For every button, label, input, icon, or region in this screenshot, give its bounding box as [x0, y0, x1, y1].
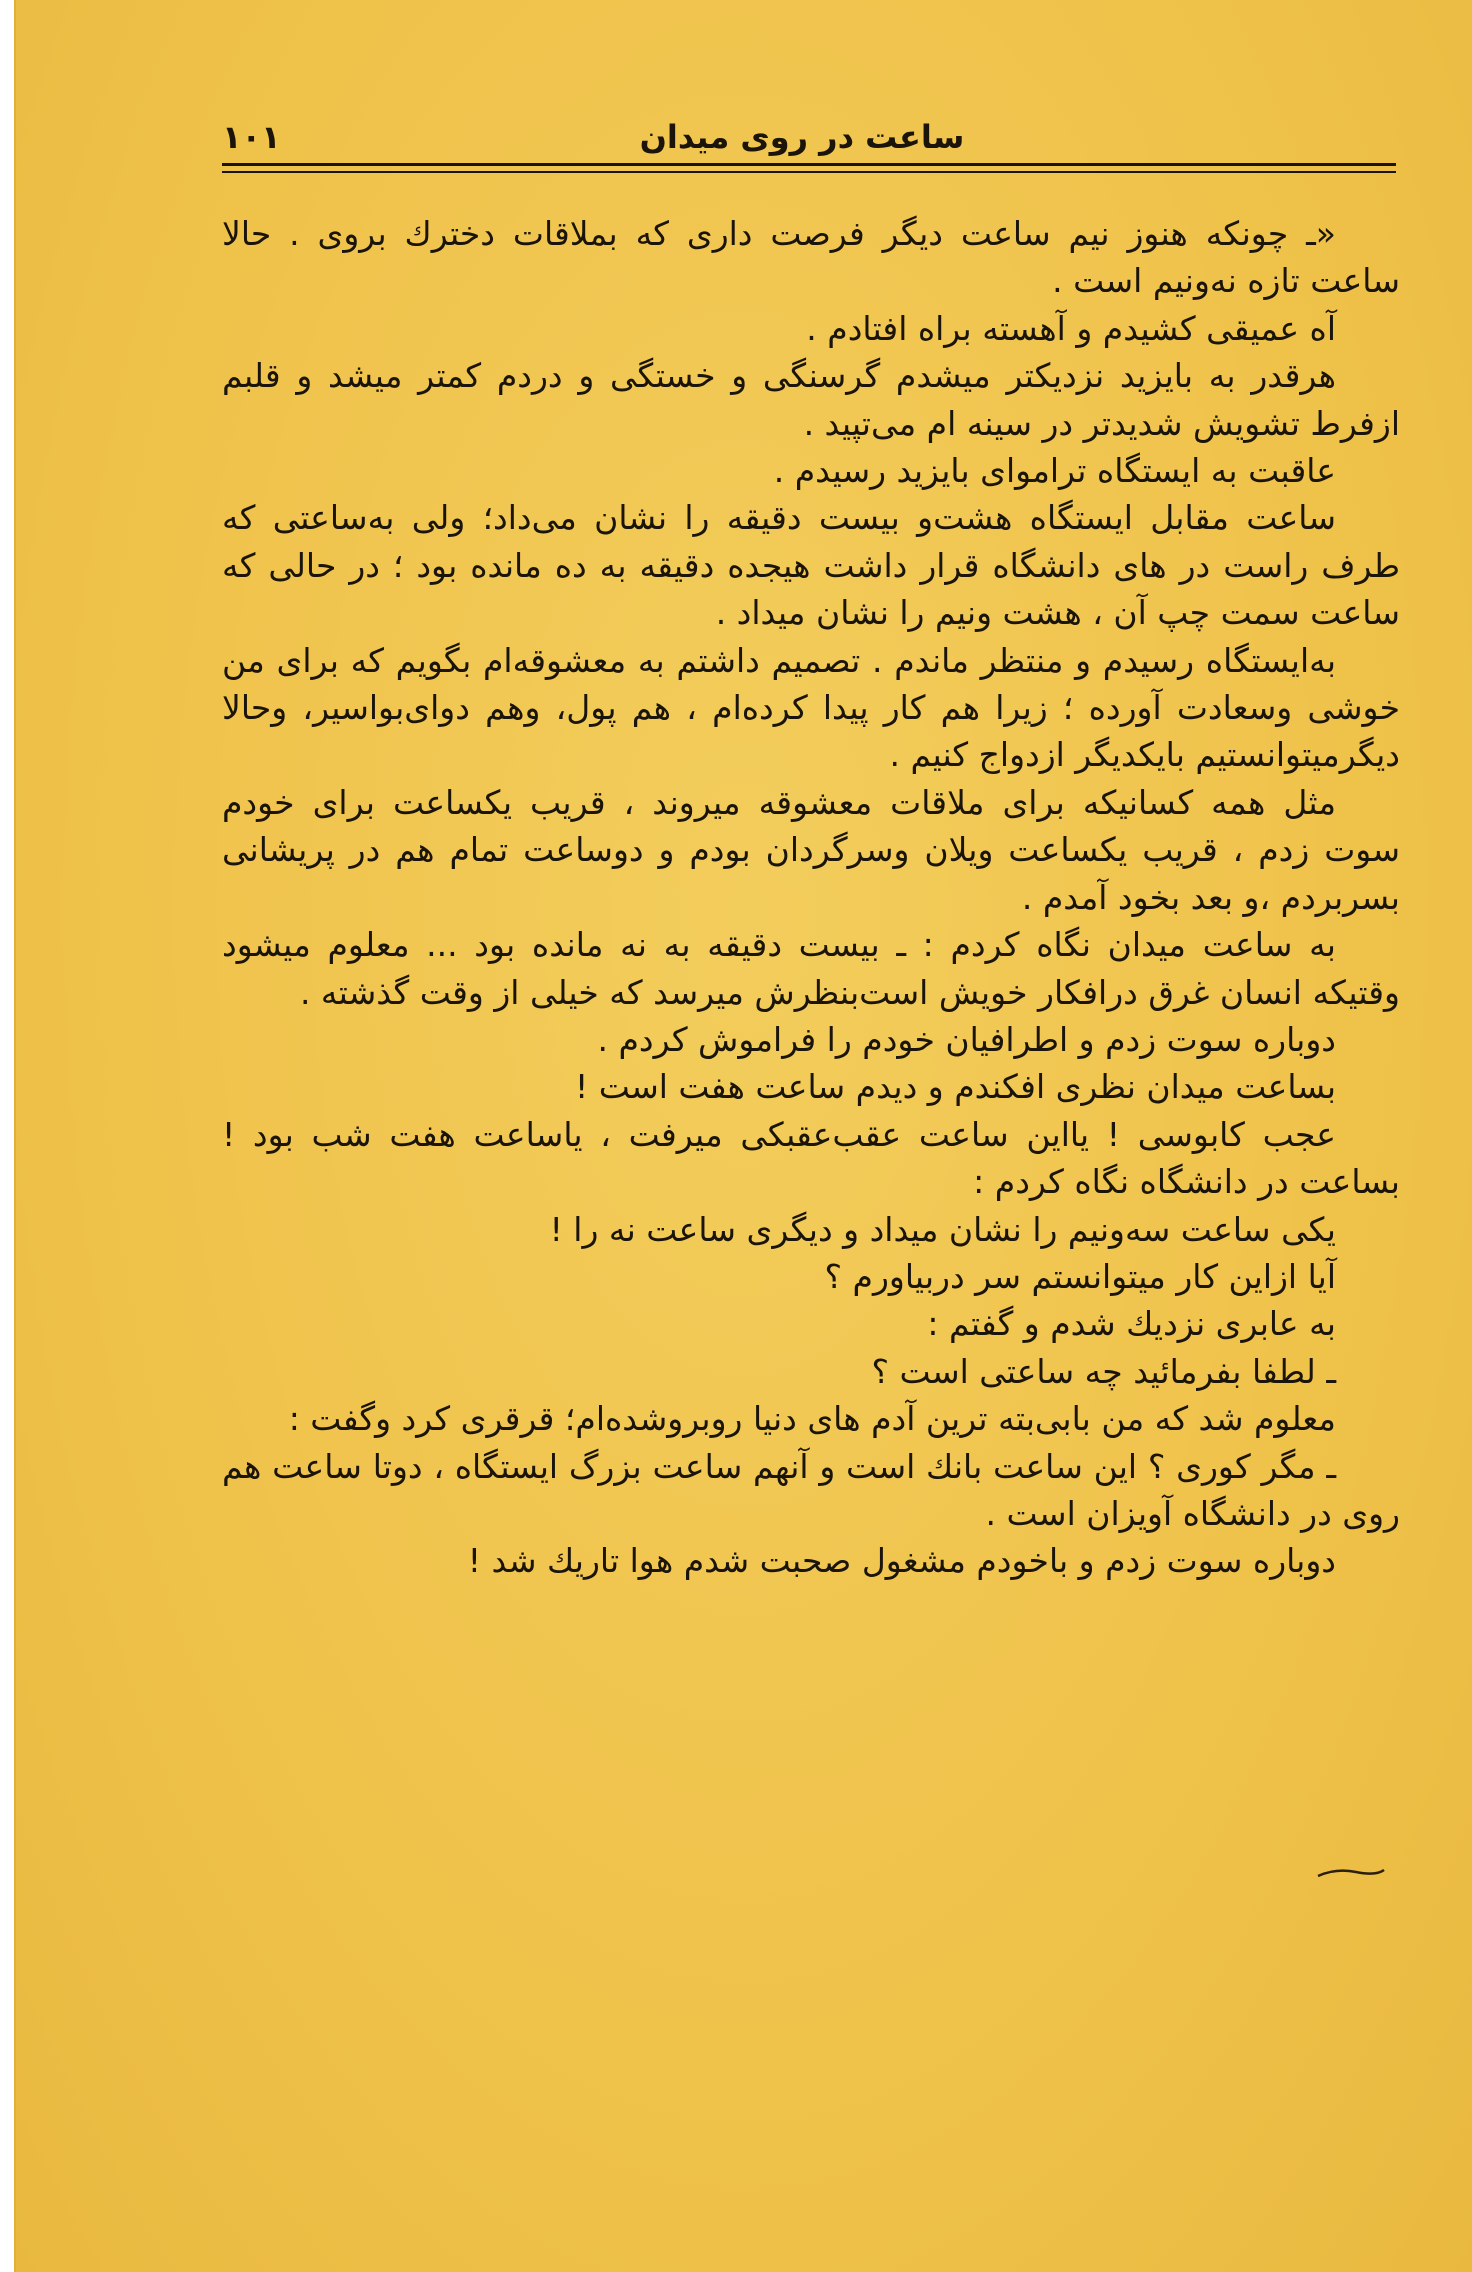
paragraph: عاقبت به ایستگاه تراموای بایزید رسیدم .: [773, 451, 1336, 491]
paragraph: مثل همه کسانیکه برای ملاقات معشوقه میروند ، قریب یکساعت برای خودم سوت زدم ، قریب یکساعت ویلان وسرگردان بودم و دوساعت تمام هم در پریشانی بسربردم ،و بعد بخود آمدم .: [222, 782, 1400, 917]
paragraph: یکی ساعت سه‌ونیم را نشان میداد و دیگری ساعت نه را !: [549, 1209, 1336, 1249]
page-header: [208, 118, 1396, 166]
paragraph: به عابری نزدیك شدم و گفتم :: [927, 1304, 1336, 1344]
paragraph: به ساعت میدان نگاه کردم : ـ بیست دقیقه به نه مانده بود ... معلوم میشود وقتیکه انسان غرق درافکار خویش است‌بنظرش میرسد که خیلی از وقت گذشته .: [222, 925, 1400, 1012]
paragraph: ـ لطفا بفرمائید چه ساعتی است ؟: [871, 1351, 1336, 1391]
page-number: ۱۰۱: [222, 118, 281, 156]
paragraph: دوباره سوت زدم و باخودم مشغول صحبت شدم هوا تاریك شد !: [467, 1541, 1336, 1581]
paragraph: «ـ چونکه هنوز نیم ساعت دیگر فرصت داری که بملاقات دخترك بروی . حالا ساعت تازه نه‌ونیم است .: [222, 214, 1400, 301]
paragraph: معلوم شد که من بابی‌بته ترین آدم های دنیا روبروشده‌ام؛ قرقری کرد وگفت :: [288, 1399, 1336, 1439]
paragraph: ساعت مقابل ایستگاه هشت‌و بیست دقیقه را نشان می‌داد؛ ولی به‌ساعتی که طرف راست در های دانشگاه قرار داشت هیجده دقیقه به ده مانده بود ؛ در حالی که ساعت سمت چپ آن ، هشت ونیم را نشان میداد .: [222, 498, 1400, 633]
paragraph: آه عمیقی کشیدم و آهسته براه افتادم .: [806, 308, 1336, 348]
paragraph: آیا ازاین کار میتوانستم سر دربیاورم ؟: [824, 1256, 1336, 1296]
body-text: [222, 210, 1400, 1585]
header-rule-thin: [222, 171, 1396, 173]
paragraph: ـ مگر کوری ؟ این ساعت بانك است و آنهم ساعت بزرگ ایستگاه ، دوتا ساعت هم روی در دانشگاه آویزان است .: [222, 1446, 1400, 1533]
paragraph: به‌ایستگاه رسیدم و منتظر ماندم . تصمیم داشتم به معشوقه‌ام بگویم که برای من خوشی وسعادت آورده ؛ زیرا هم کار پیدا کرده‌ام ، هم پول، وهم دوای‌بواسیر، وحالا دیگرمیتوانستیم بایکدیگر ازدواج کنیم .: [222, 640, 1400, 775]
paragraph: عجب کابوسی ! یااین ساعت عقب‌عقبکی میرفت ، یاساعت هفت شب بود ! بساعت در دانشگاه نگاه کردم :: [222, 1114, 1400, 1202]
pen-mark: [1316, 1866, 1386, 1880]
paragraph: دوباره سوت زدم و اطرافیان خودم را فراموش کردم .: [597, 1019, 1336, 1059]
header-rule-thick: [222, 163, 1396, 166]
paragraph: هرقدر به بایزید نزدیکتر میشدم گرسنگی و خستگی و دردم کمتر میشد و قلبم ازفرط تشویش شدیدتر در سینه ام می‌تپید .: [222, 356, 1400, 443]
paragraph: بساعت میدان نظری افکندم و دیدم ساعت هفت است !: [574, 1067, 1336, 1107]
running-title: ساعت در روی میدان: [639, 118, 965, 156]
